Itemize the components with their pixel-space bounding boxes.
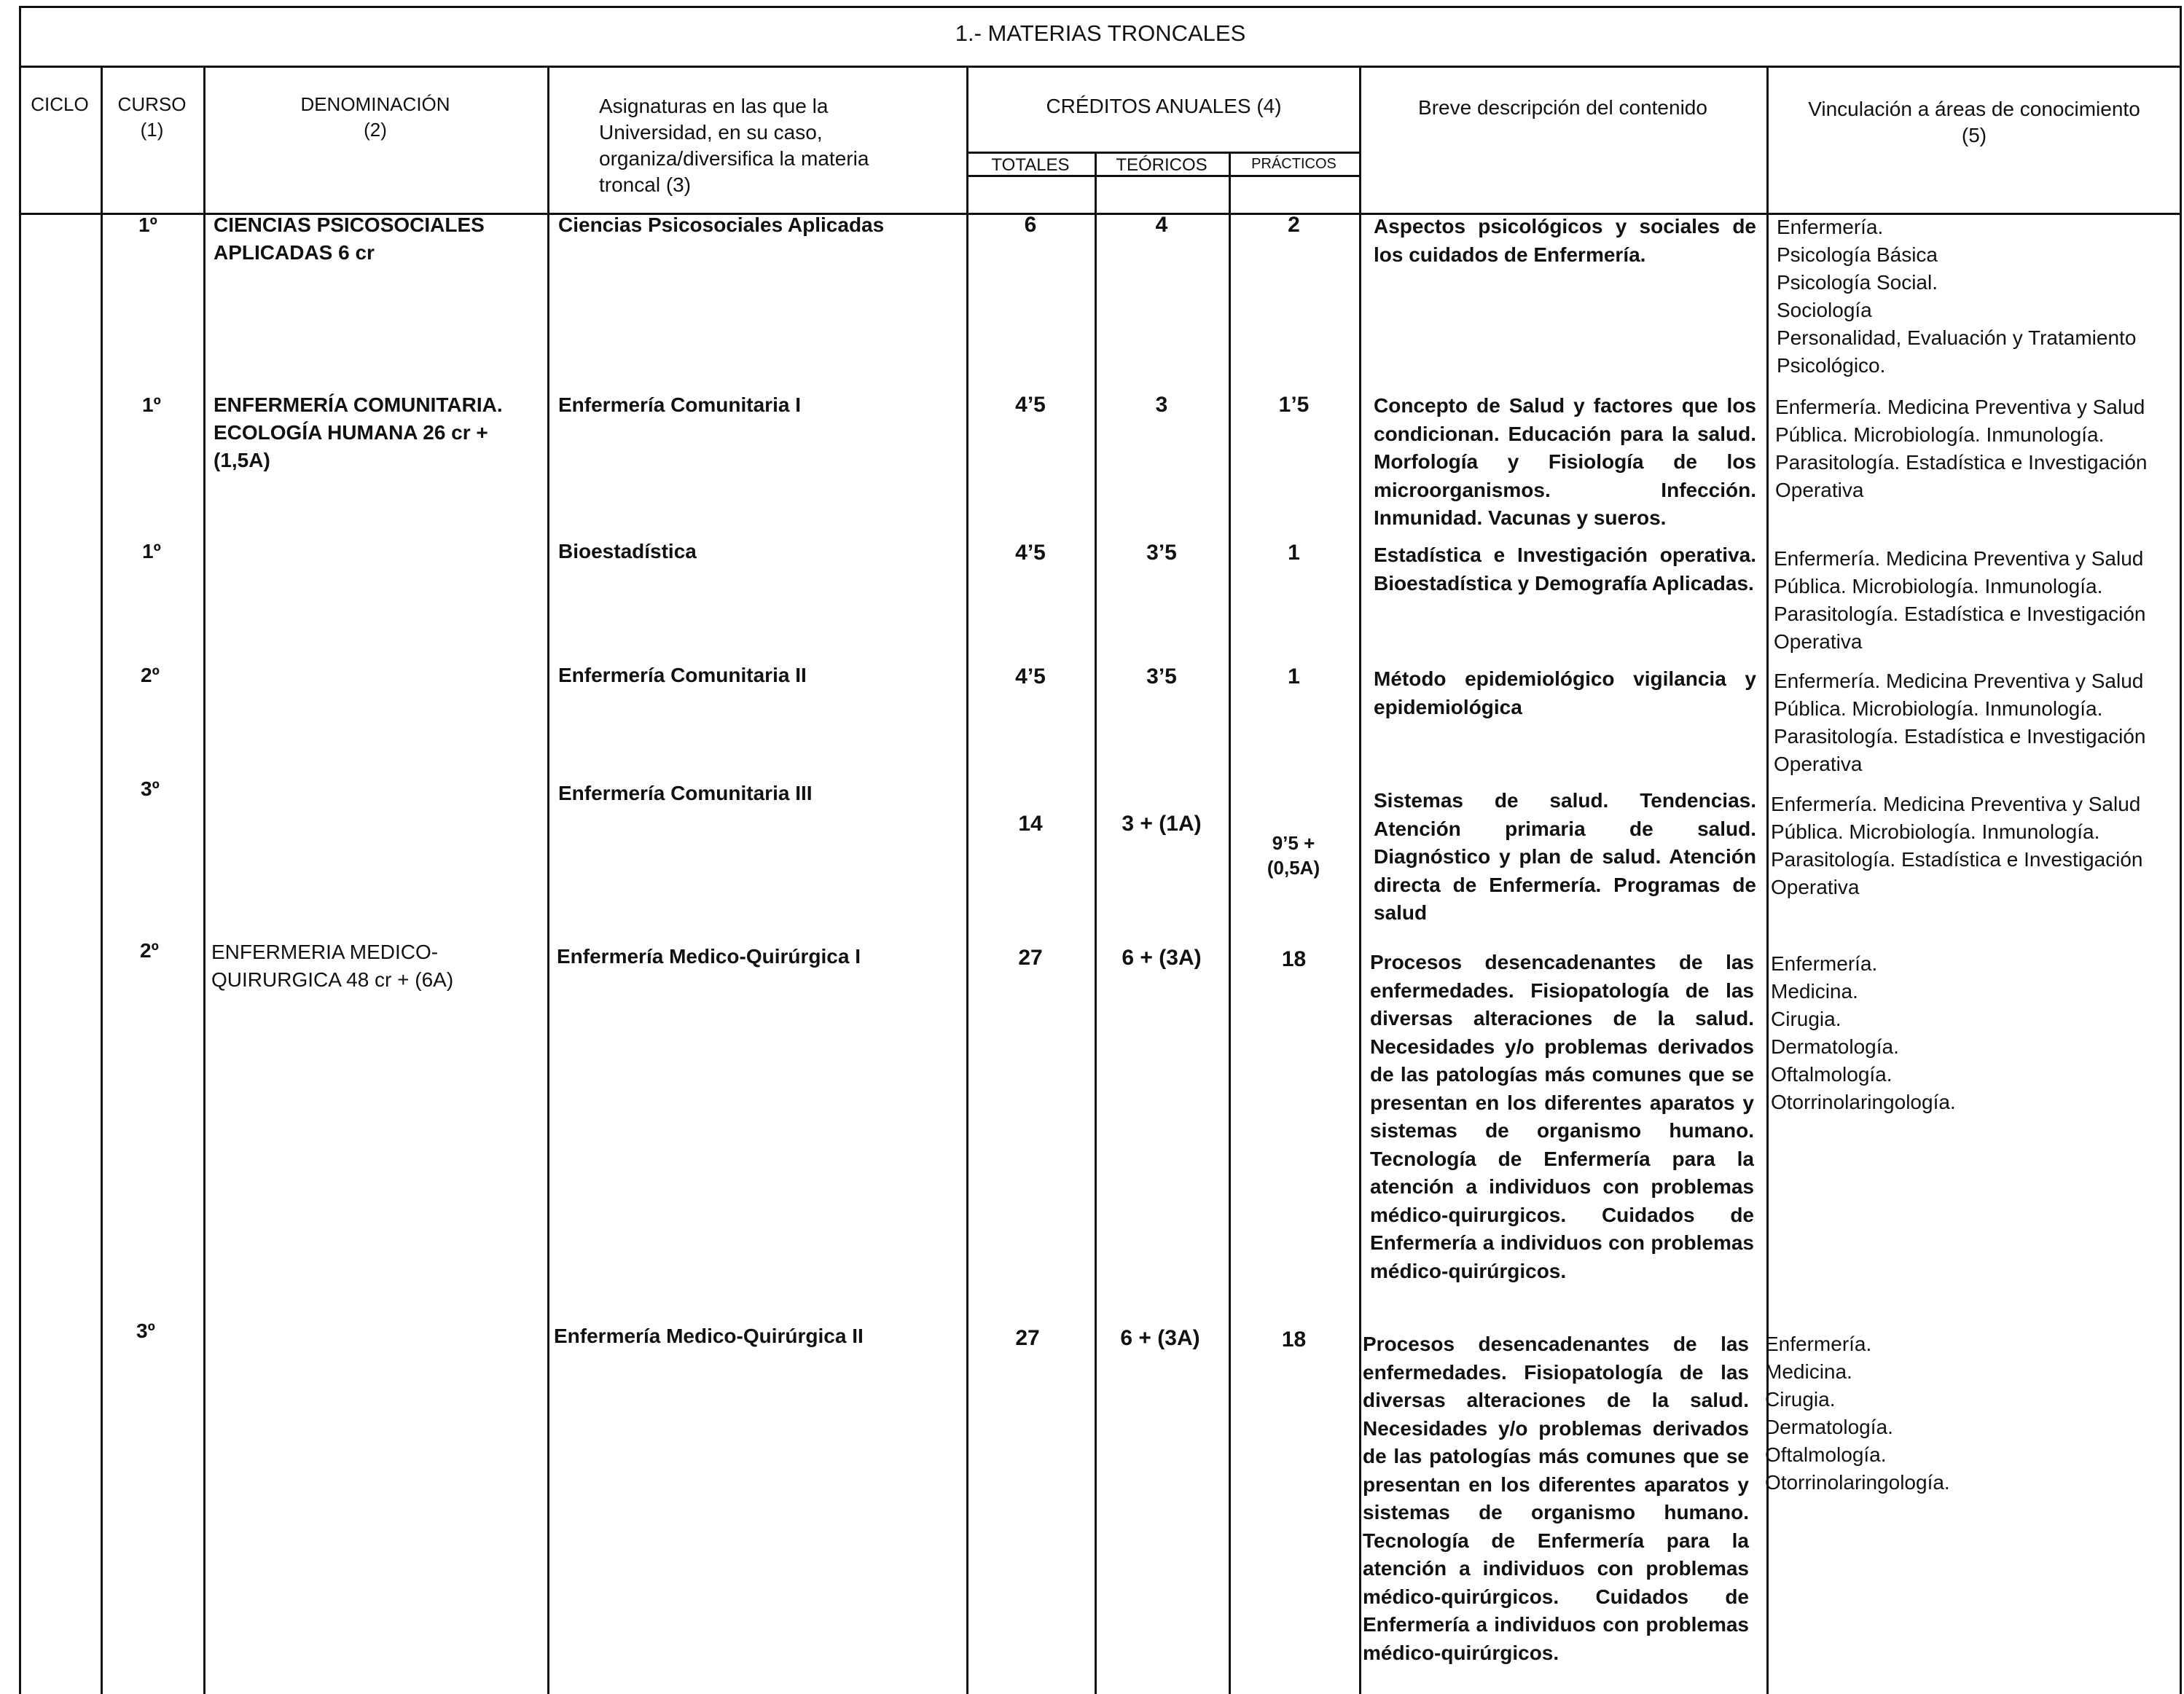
- row7-asignatura: Enfermería Medico-Quirúrgica II: [554, 1325, 864, 1347]
- col-divider-teoricos: [1229, 152, 1231, 1694]
- row1-totales: 6: [1024, 213, 1037, 237]
- row2-totales: 4’5: [1015, 393, 1046, 417]
- row3-practicos: 1: [1288, 541, 1300, 565]
- row3-vinculacion: Enfermería. Medicina Preventiva y Salud Pública. Microbiología. Inmunología. Parasitología. Estadística e Investigación Operativa: [1774, 547, 2146, 653]
- header-vinculacion-note: (5): [1961, 124, 1987, 146]
- row4-vinculacion: Enfermería. Medicina Preventiva y Salud Pública. Microbiología. Inmunología. Parasitología. Estadística e Investigación Operativa: [1774, 670, 2146, 775]
- row4-totales: 4’5: [1015, 664, 1046, 689]
- row7-teoricos: 6 + (3A): [1120, 1326, 1200, 1350]
- header-ciclo: CICLO: [31, 93, 89, 115]
- header-vinculacion: Vinculación a áreas de conocimiento: [1808, 98, 2140, 120]
- row5-practicos: 9’5 + (0,5A): [1267, 832, 1320, 879]
- col-divider-totales: [1095, 152, 1097, 1694]
- row2-descripcion: Concepto de Salud y factores que los condicionan. Educación para la salud. Morfología y Fisiología de los microorganismos. Infección. Inmunidad. Vacunas y sueros.: [1374, 394, 1756, 529]
- row3-totales: 4’5: [1015, 541, 1046, 565]
- row5-curso: 3º: [141, 777, 160, 800]
- row1-practicos: 2: [1288, 213, 1300, 237]
- col-divider-practicos: [1359, 66, 1361, 1694]
- row6-curso: 2º: [140, 939, 159, 962]
- row6-practicos: 18: [1281, 947, 1307, 971]
- row1-vinculacion: Enfermería. Psicología Básica Psicología Social. Sociología Personalidad, Evaluación y Tratamiento Psicológico.: [1777, 216, 2137, 377]
- row4-practicos: 1: [1288, 664, 1300, 689]
- header-curso: CURSO: [117, 93, 187, 115]
- row1-asignatura: Ciencias Psicosociales Aplicadas: [558, 213, 885, 236]
- row6-descripcion: Procesos desencadenantes de las enfermedades. Fisiopatología de las diversas alteraciones de la salud. Necesidades y/o problemas derivados de las patologías más comunes que se presentan en los diferentes aparatos y sistemas de organismo humano. Tecnología de Enfermería para la atención a individuos con problemas médico-quirurgicos. Cuidados de Enfermería a individuos con problemas médico-quirúrgicos.: [1370, 951, 1754, 1282]
- row4-descripcion: Método epidemiológico vigilancia y epidemiológica: [1374, 667, 1756, 718]
- row2-curso: 1º: [142, 393, 161, 416]
- header-teoricos: TEÓRICOS: [1116, 155, 1208, 175]
- col-divider-denominacion: [547, 66, 549, 1694]
- row2-practicos: 1’5: [1278, 393, 1310, 417]
- row5-descripcion: Sistemas de salud. Tendencias. Atención primaria de salud. Diagnóstico y plan de salud. Atención directa de Enfermería. Programas de salud: [1374, 789, 1756, 924]
- header-asignaturas: Asignaturas en las que la Universidad, en su caso, organiza/diversifica la materia troncal (3): [599, 95, 869, 196]
- row6-teoricos: 6 + (3A): [1122, 946, 1202, 970]
- row7-curso: 3º: [136, 1319, 155, 1342]
- row6-denominacion: ENFERMERIA MEDICO-QUIRURGICA 48 cr + (6A): [211, 941, 454, 991]
- row5-asignatura: Enfermería Comunitaria III: [558, 782, 813, 804]
- row7-practicos: 18: [1281, 1328, 1307, 1352]
- row5-teoricos: 3 + (1A): [1122, 812, 1202, 836]
- row3-asignatura: Bioestadística: [558, 540, 697, 562]
- row6-asignatura: Enfermería Medico-Quirúrgica I: [557, 945, 861, 968]
- row6-totales: 27: [1018, 946, 1043, 970]
- row1-descripcion: Aspectos psicológicos y sociales de los cuidados de Enfermería.: [1374, 215, 1756, 266]
- row7-descripcion: Procesos desencadenantes de las enfermedades. Fisiopatología de las diversas alteraciones de la salud. Necesidades y/o problemas derivados de las patologías más comunes que se presentan en los diferentes aparatos y sistemas de organismo humano. Tecnología de Enfermería para la atención a individuos con problemas médico-quirúrgicos. Cuidados de Enfermería a individuos con problemas médico-quirúrgicos.: [1363, 1333, 1749, 1664]
- row2-denominacion: ENFERMERÍA COMUNITARIA. ECOLOGÍA HUMANA 26 cr + (1,5A): [214, 393, 503, 471]
- row3-teoricos: 3’5: [1146, 541, 1177, 565]
- row4-teoricos: 3’5: [1146, 664, 1177, 689]
- row5-totales: 14: [1018, 812, 1043, 836]
- header-curso-note: (1): [140, 119, 164, 141]
- row7-vinculacion: Enfermería. Medicina. Cirugia. Dermatología. Oftalmología. Otorrinolaringología.: [1765, 1333, 1950, 1494]
- row5-vinculacion: Enfermería. Medicina Preventiva y Salud Pública. Microbiología. Inmunología. Parasitología. Estadística e Investigación Operativa: [1771, 793, 2143, 898]
- header-totales: TOTALES: [991, 155, 1070, 175]
- row7-totales: 27: [1015, 1326, 1040, 1350]
- title-divider: [19, 66, 2182, 68]
- col-divider-asignaturas: [966, 66, 968, 1694]
- row6-vinculacion: Enfermería. Medicina. Cirugia. Dermatología. Oftalmología. Otorrinolaringología.: [1771, 952, 1956, 1113]
- col-divider-curso: [203, 66, 206, 1694]
- row2-asignatura: Enfermería Comunitaria I: [558, 393, 801, 416]
- header-denominacion-note: (2): [364, 119, 387, 141]
- row2-vinculacion: Enfermería. Medicina Preventiva y Salud Pública. Microbiología. Inmunología. Parasitología. Estadística e Investigación Operativa: [1775, 396, 2148, 501]
- header-creditos: CRÉDITOS ANUALES (4): [1046, 95, 1282, 117]
- col-divider-ciclo: [101, 66, 103, 1694]
- row2-teoricos: 3: [1155, 393, 1168, 417]
- row1-teoricos: 4: [1155, 213, 1168, 237]
- row3-descripcion: Estadística e Investigación operativa. Bioestadística y Demografía Aplicadas.: [1374, 544, 1756, 595]
- row1-curso: 1º: [138, 213, 157, 236]
- row4-curso: 2º: [141, 664, 160, 686]
- row3-curso: 1º: [142, 540, 161, 562]
- header-denominacion: DENOMINACIÓN: [300, 93, 450, 115]
- row1-denominacion: CIENCIAS PSICOSOCIALES APLICADAS 6 cr: [214, 213, 485, 264]
- page-title: 1.- MATERIAS TRONCALES: [955, 20, 1246, 46]
- row4-asignatura: Enfermería Comunitaria II: [558, 664, 807, 686]
- header-descripcion: Breve descripción del contenido: [1418, 96, 1707, 119]
- header-practicos: PRÁCTICOS: [1251, 156, 1336, 172]
